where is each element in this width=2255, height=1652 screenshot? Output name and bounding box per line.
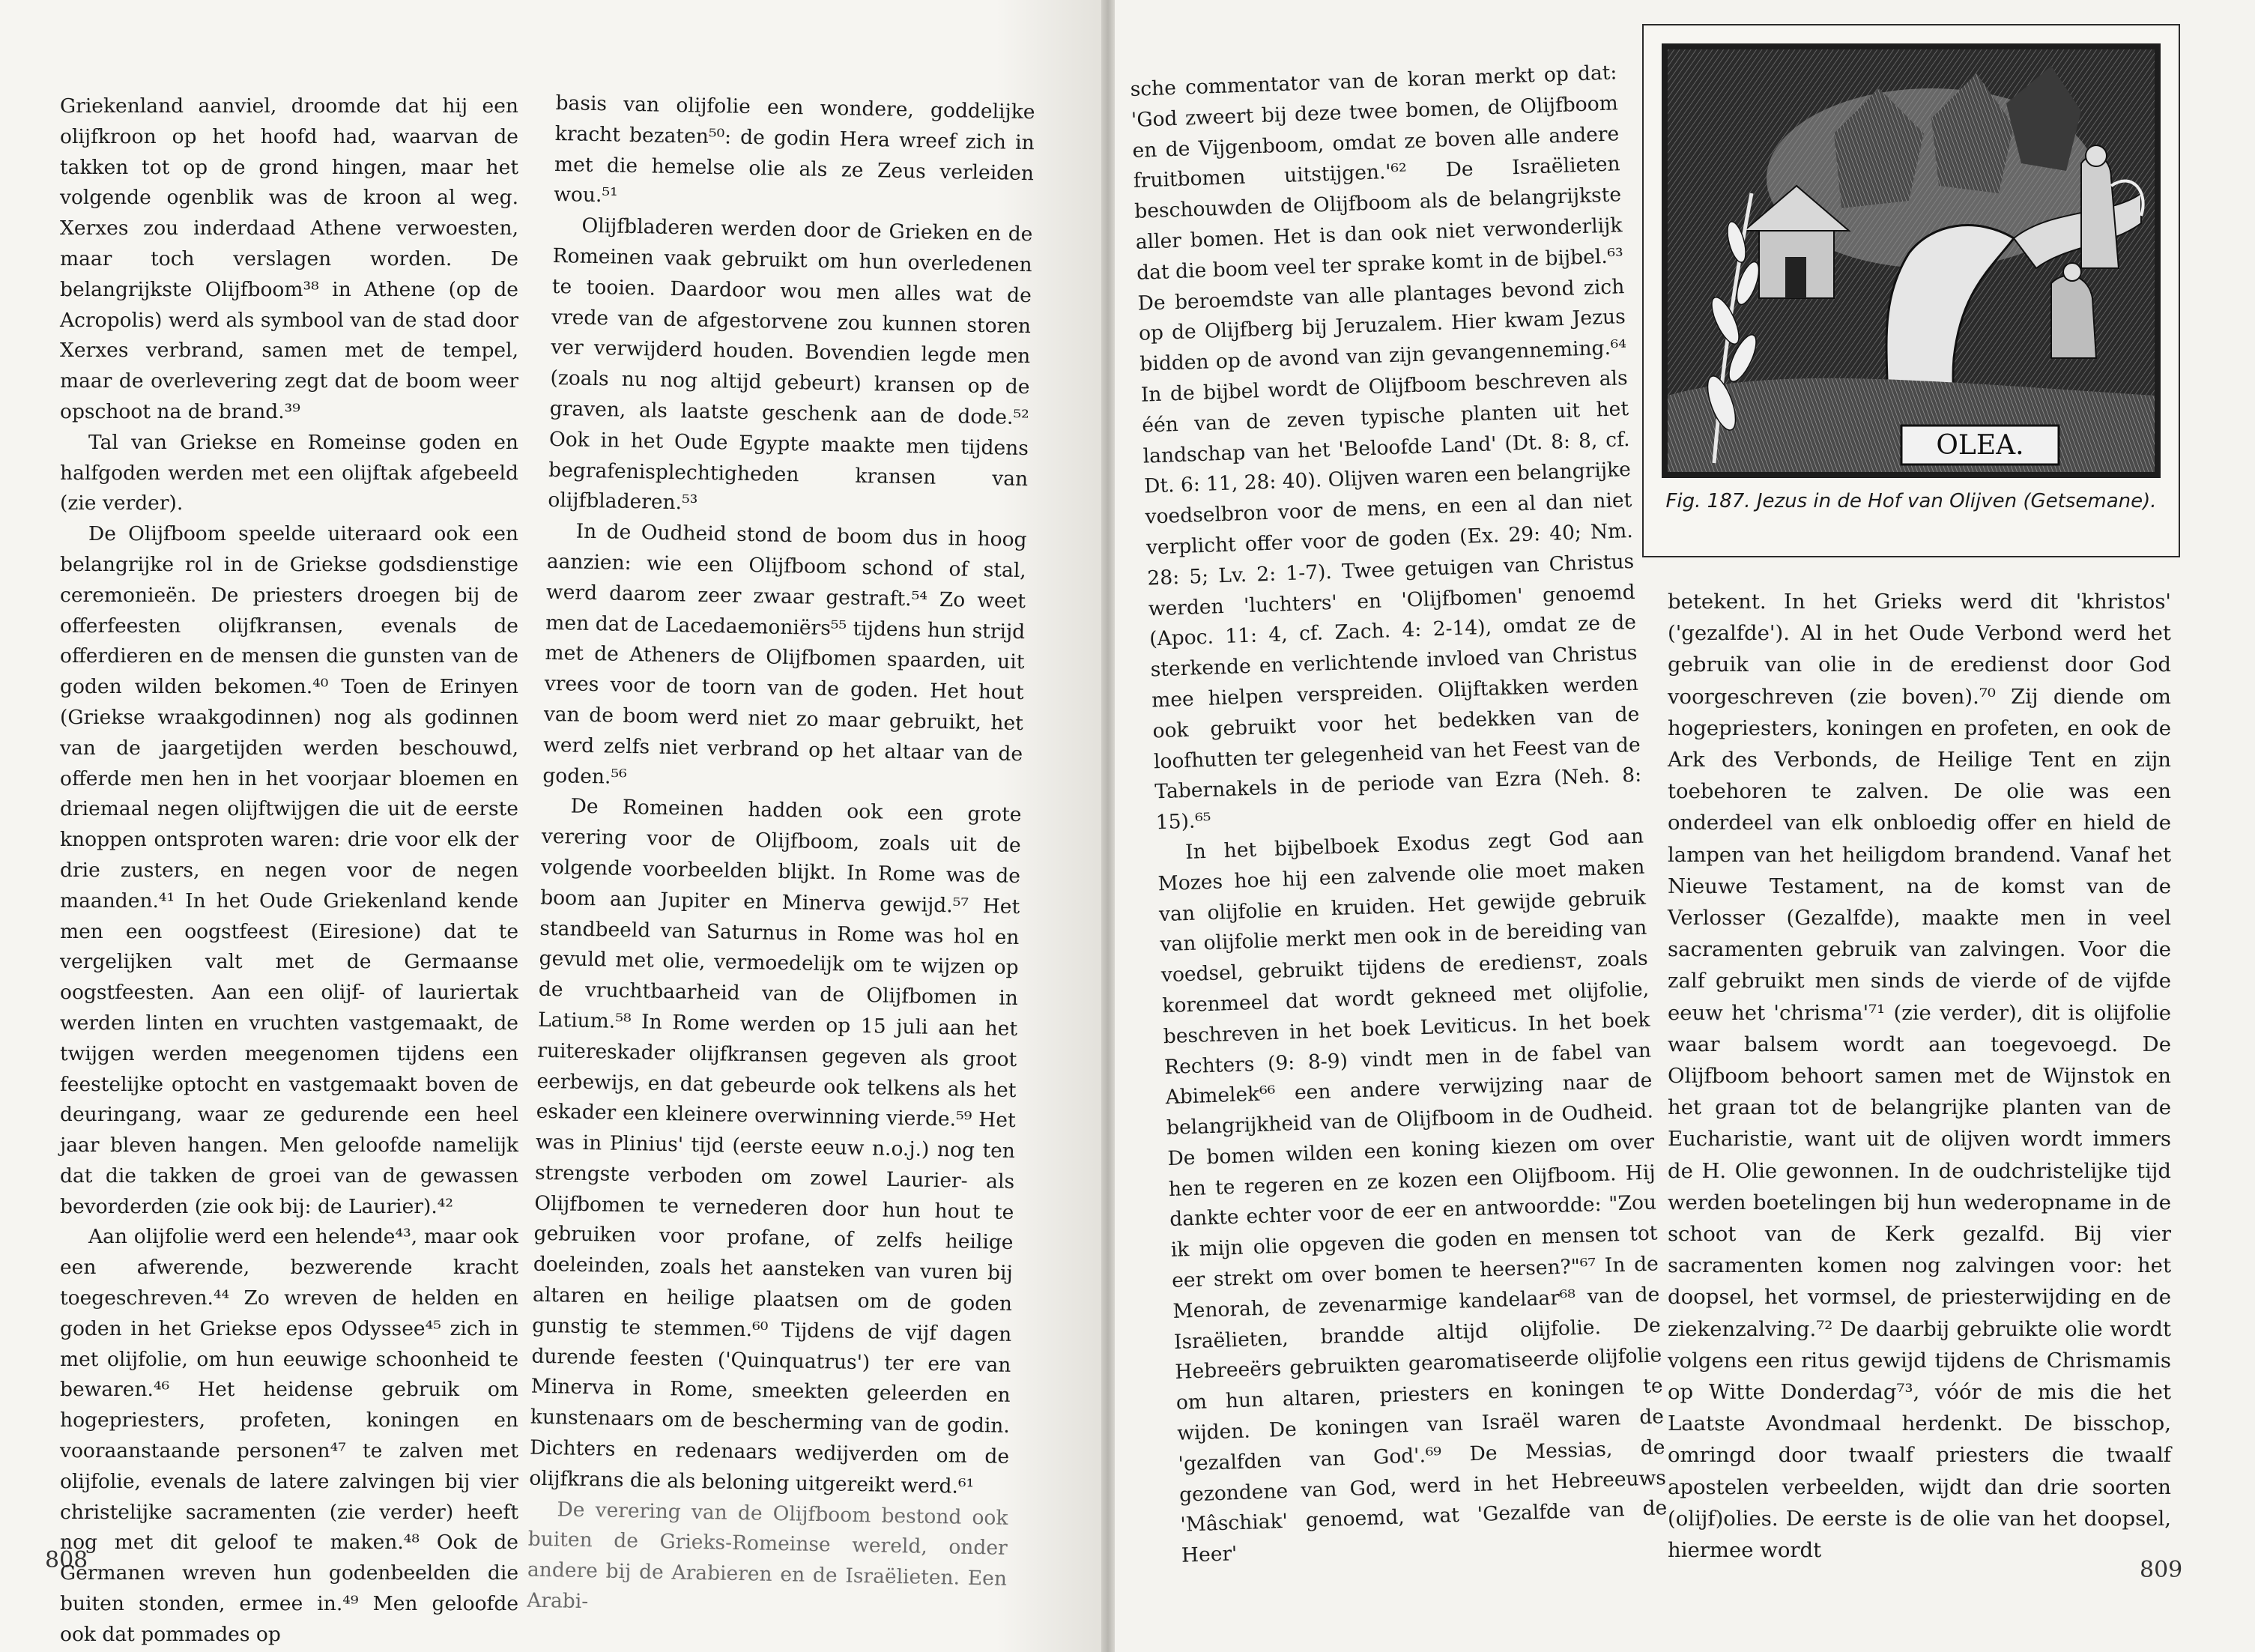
paragraph: sche commentator van de koran merkt op dat: 'God zweert bij deze twee bomen, de Olijfboom en de Vijgenboom, omdat ze boven alle andere fruitbomen uitstijgen.'⁶² De Israëlieten beschouwden de Olijfboom als de belangrijkste aller bomen. Het is dan ook niet verwonderlijk dat die boom veel ter sprake komt in de bijbel.⁶³ De beroemdste van alle plantages bevond zich op de Olijfberg bij Jeruzalem. Hier kwam Jezus bidden op de avond van zijn gevangenneming.⁶⁴ In de bijbel wordt de Olijfboom beschreven als één van de zeven typische planten uit het landschap van het 'Beloofde Land' (Dt. 8: 8, cf. Dt. 6: 11, 28: 40). Olijven waren een belangrijke voedselbron voor de mens, en een al dan niet verplicht offer voor de goden (Ex. 29: 40; Nm. 28: 5; Lv. 2: 1-7). Twee getuigen van Christus werden 'luchters' en 'Olijfbomen' genoemd (Apoc. 11: 4, cf. Zach. 4: 2-14), omdat ze de sterkende en verlichtende invloed van Christus mee hielpen verspreiden. Olijftakken werden ook gebruikt voor het bedekken van de loofhutten ter gelegenheid van het Feest van de Tabernakels in de periode van Ezra (Neh. 8: 15).⁶⁵: [1130, 61, 1642, 835]
right-column-2: [1668, 586, 2171, 1566]
paragraph: De verering van de Olijfboom bestond ook buiten de Grieks-Romeinse wereld, onder andere bij de Arabieren en de Israëlieten. Een Arabi-: [526, 1498, 1008, 1614]
paragraph: De Olijfboom speelde uiteraard ook een belangrijke rol in de Griekse godsdienstige ceremonieën. De priesters droegen bij de offerfeesten olijfkransen, evenals de offerdieren en de mensen die gunsten van de goden wilden bekomen.⁴⁰ Toen de Erinyen (Griekse wraakgodinnen) nog als godinnen van de jaargetijden werden beschouwd, offerde men hen in het voorjaar bloemen en driemaal negen olijftwijgen die uit de eerste knoppen ontsproten waren: drie voor elk der drie zusters, en negen voor de negen maanden.⁴¹ In het Oude Griekenland kende men een oogstfeest (Eiresione) dat te vergelijken valt met de Germaanse oogstfeesten. Aan een olijf- of lauriertak werden linten en vruchten vastgemaakt, de twijgen werden meegenomen tijdens een feestelijke optocht en vastgemaakt boven de deuringang, waar ze gedurende een heel jaar bleven hangen. Men geloofde namelijk dat die takken de groei van de gewassen bevorderden (zie ook bij: de Laurier).⁴²: [60, 522, 518, 1218]
figure-label: OLEA.: [1936, 430, 2024, 461]
paragraph: Aan olijfolie werd een helende⁴³, maar ook een afwerende, bezwerende kracht toegeschreven.⁴⁴ Zo wreven de helden en goden in het Griekse epos Odyssee⁴⁵ zich in met olijfolie, om hun eeuwige schoonheid te bewaren.⁴⁶ Het heidense gebruik om hogepriesters, profeten, koningen en vooraanstaande personen⁴⁷ te zalven met olijfolie, evenals de latere zalvingen bij vier christelijke sacramenten (zie verder) heeft nog met dit geloof te maken.⁴⁸ Ook de Germanen wreven hun godenbeelden die buiten stonden, ermee in.⁴⁹ Men geloofde ook dat pommades op: [60, 1225, 518, 1646]
paragraph: Tal van Griekse en Romeinse goden en halfgoden werden met een olijftak afgebeeld (zie verder).: [60, 430, 518, 515]
paragraph: In de Oudheid stond de boom dus in hoog aanzien: wie een Olijfboom schond of stal, werd daarom zeer zwaar gestraft.⁵⁴ Zo weet men dat de Lacedaemoniërs⁵⁵ tijdens hun strijd met de Atheners de Olijfbomen spaarden, uit vrees voor de toorn van de goden. Het hout van de boom werd niet zo maar gebruikt, het werd zelfs niet verbrand op het altaar van de goden.⁵⁶: [542, 519, 1027, 789]
paragraph: De Romeinen hadden ook een grote verering voor de Olijfboom, zoals uit de volgende voorbeelden blijkt. In Rome was de boom aan Jupiter en Minerva gewijd.⁵⁷ Het standbeeld van Saturnus in Rome was hol en gevuld met olie, vermoedelijk om te wijzen op de vruchtbaarheid van de Olijfbomen in Latium.⁵⁸ In Rome werden op 15 juli aan het ruitereskader olijfkransen gegeven als groot eerbewijs, en dat gebeurde ook telkens als het eskader een kleinere overwinning vierde.⁵⁹ Het was in Plinius' tijd (eerste eeuw n.o.j.) nog ten strengste verboden om zowel Laurier- als Olijfbomen te vernederen door hun hout te gebruiken voor profane, of zelfs heilige doeleinden, zoals het aansteken van vuren bij altaren en heilige plaatsen om de goden gunstig te stemmen.⁶⁰ Tijdens de vijf dagen durende feesten ('Quinquatrus') ter ere van Minerva in Rome, smeekten geleerden en kunstenaars om de bescherming van de godin. Dichters en redenaars wedijverden om de olijfkrans die als beloning uitgereikt werd.⁶¹: [529, 794, 1022, 1498]
figure-engraving: [1642, 24, 2180, 557]
paragraph: In het bijbelboek Exodus zegt God aan Mozes hoe hij een zalvende olie moet maken van olijfolie en kruiden. Het gewijde gebruik van olijfolie merkt men ook in de bereiding van voedsel, gebruikt tijdens de erediensт, zoals korenmeel dat wordt gekneed met olijfolie, beschreven in het boek Leviticus. In het boek Rechters (9: 8-9) vindt men in de fabel van Abimelek⁶⁶ een andere verwijzing naar de belangrijkheid van de Olijfboom in de Oudheid. De bomen wilden een koning kiezen om over hen te regeren en ze kozen een Olijfboom. Hij dankte echter voor de eer en antwoordde: "Zou ik mijn olie opgeven die goden en mensen tot eer strekt om over bomen te heersen?"⁶⁷ In de Menorah, de zevenarmige kandelaar⁶⁸ van de Israëlieten, brandde altijd olijfolie. De Hebreeërs gebruikten gearomatiseerde olijfolie om hun altaren, priesters en koningen te wijden. De koningen van Israël waren de 'gezalfden van God'.⁶⁹ De Messias, de gezondene van God, werd in het Hebreeuws 'Mâschiak' genoemd, wat 'Gezalfde van de Heer': [1157, 824, 1668, 1568]
olive-garden-engraving-image: [1662, 43, 2161, 478]
figure-caption: Fig. 187. Jezus in de Hof van Olijven (Getsemane).: [1665, 490, 2157, 512]
page-number-right: 809: [2140, 1557, 2183, 1583]
paragraph: betekent. In het Grieks werd dit 'khristos' ('gezalfde'). Al in het Oude Verbond werd het gebruik van olie in de eredienst door God voorgeschreven (zie boven).⁷⁰ Zij diende om hogepriesters, koningen en profeten, en ook de Ark des Verbonds, de Heilige Tent en zijn toebehoren te zalven. De olie was een onderdeel van elk onbloedig offer en hield de lampen van het heiligdom brandend. Vanaf het Nieuwe Testament, na de komst van de Verlosser (Gezalfde), maakte men in veel sacramenten gebruik van zalvingen. Voor die zalf gebruikt men sinds de vierde of de vijfde eeuw het 'chrisma'⁷¹ (zie verder), dit is olijfolie waar balsem wordt aan toegevoegd. De Olijfboom behoort samen met de Wijnstok en het graan tot de belangrijke planten van de Eucharistie, want uit de olijven wordt immers de H. Olie gewonnen. In de oudchristelijke tijd werden boetelingen bij hun wederopname in de schoot van de Kerk gezalfd. Bij vier sacramenten komen nog zalvingen voor: het doopsel, het vormsel, de priesterwijding en de ziekenzalving.⁷² De daarbij gebruikte olie wordt volgens een ritus gewijd tijdens de Chrismamis op Witte Donderdag⁷³, vóór de mis die het Laatste Avondmaal herdenkt. De bisschop, omringd door twaalf priesters die twaalf apostelen verbeelden, wijdt dan drie soorten (olijf)olies. De eerste is de olie van het doopsel, hiermee wordt: [1668, 590, 2171, 1563]
paragraph: Olijfbladeren werden door de Grieken en de Romeinen vaak gebruikt om hun overledenen te tooien. Daardoor wou men alles wat de vrede van de afgestorvene zou kunnen storen ver verwijderd houden. Bovendien legde men (zoals nu nog altijd gebeurt) kransen op de graven, als laatste geschenk aan de dode.⁵² Ook in het Oude Egypte maakte men tijdens begrafenisplechtigheden kransen van olijfbladeren.⁵³: [548, 214, 1033, 515]
page-number-left: 808: [45, 1547, 88, 1573]
paragraph: Griekenland aanviel, droomde dat hij een olijfkroon op het hoofd had, waarvan de takken tot op de grond hingen, maar het volgende ogenblik was de kroon al weg. Xerxes zou inderdaad Athene verwoesten, maar toch verslagen worden. De belangrijkste Olijfboom³⁸ in Athene (op de Acropolis) werd als symbool van de stad door Xerxes verbrand, samen met de tempel, maar de overlevering zegt dat de boom weer opschoot na de brand.³⁹: [60, 94, 518, 423]
right-column-1: [1130, 58, 1668, 1572]
paragraph: basis van olijfolie een wondere, goddelijke kracht bezaten⁵⁰: de godin Hera wreef zich in met die hemelse olie als ze Zeus verleiden wou.⁵¹: [553, 91, 1035, 208]
